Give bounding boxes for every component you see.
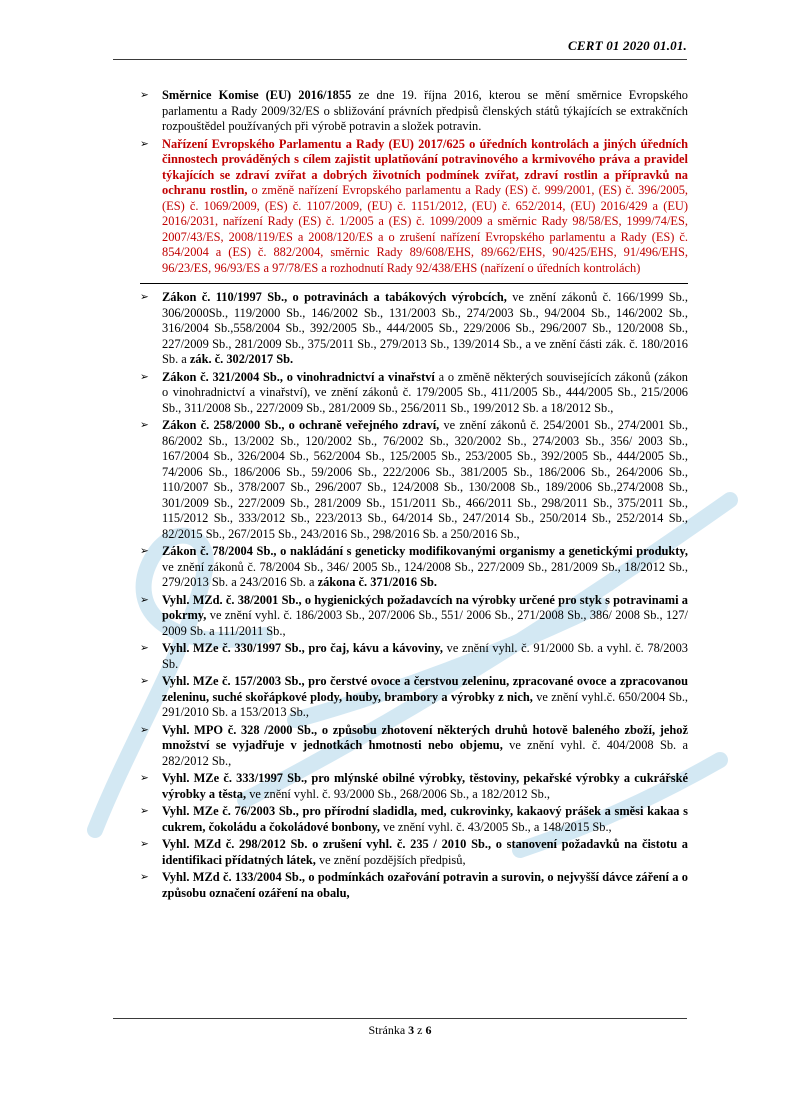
footer-word-page: Stránka (368, 1023, 409, 1037)
arrow-bullet-icon: ➢ (140, 642, 149, 654)
list-item-text: Zákon č. 321/2004 Sb., o vinohradnictví a vinařství a o změně některých souvisejících zákonů (zákon o vinohradnictví a vinařství), ve znění zákonů č. 179/2005 Sb., 411/2005 Sb., 444/2005 Sb., 215/2006 Sb., 311/2008 Sb., 227/2009 Sb., 281/2009 Sb., 256/2011 Sb., 199/2012 Sb. a 18/2012 Sb., (162, 369, 688, 415)
list-item-text: Vyhl. MPO č. 328 /2000 Sb., o způsobu zhotovení některých druhů hotově baleného zboží, jehož množství se vyjadřuje v jednotkách hmotnosti nebo objemu, ve znění vyhl. č. 404/2008 Sb. a 282/2012 Sb., (162, 722, 688, 768)
list-item (140, 723, 688, 770)
list-item (140, 771, 688, 802)
list-item (140, 88, 688, 135)
arrow-bullet-icon: ➢ (140, 419, 149, 431)
footer (113, 1018, 687, 1038)
list-item-text: Nařízení Evropského Parlamentu a Rady (EU) 2017/625 o úředních kontrolách a jiných úředních činnostech prováděných s cílem zajistit uplatňování potravinového a krmivového práva a pravidel týkajících se zdraví zvířat a dobrých životních podmínek zvířat, zdraví rostlin a přípravků na ochranu rostlin, o změně nařízení Evropského parlamentu a Rady (ES) č. 999/2001, (ES) č. 396/2005, (ES) č. 1069/2009, (ES) č. 1107/2009, (EU) č. 1151/2012, (EU) č. 652/2014, (EU) 2016/429 a (EU) 2016/2031, nařízení Rady (ES) č. 1/2005 a (ES) č. 1099/2009 a směrnic Rady 98/58/ES, 1999/74/ES, 2007/43/ES, 2008/119/ES a 2008/120/ES a o zrušení nařízení Evropského parlamentu a Rady (ES) č. 854/2004 a (ES) č. 882/2004, směrnic Rady 89/608/EHS, 89/662/EHS, 90/425/EHS, 91/496/EHS, 96/23/ES, 96/93/ES a 97/78/ES a rozhodnutí Rady 92/438/EHS (nařízení o úředních kontrolách) (162, 136, 688, 275)
arrow-bullet-icon: ➢ (140, 370, 149, 383)
doc-code: CERT 01 2020 01.01. (567, 38, 687, 53)
arrow-bullet-icon: ➢ (140, 805, 149, 817)
section-divider (140, 283, 688, 284)
arrow-bullet-icon: ➢ (140, 675, 149, 687)
list-item (140, 593, 688, 640)
list-item-text: Vyhl. MZe č. 157/2003 Sb., pro čerstvé ovoce a čerstvou zeleninu, zpracované ovoce a zpracovanou zeleninu, suché skořápkové plody, houby, brambory a výrobky z nich, ve znění vyhl.č. 650/2004 Sb., 291/2010 Sb. a 153/2013 Sb., (162, 674, 689, 719)
list-item-text: Zákon č. 110/1997 Sb., o potravinách a tabákových výrobcích, ve znění zákonů č. 166/1999 Sb., 306/2000Sb., 119/2000 Sb., 146/2002 Sb., 131/2003 Sb., 274/2003 Sb., 94/2004 Sb., 146/2002 Sb., 316/2004 Sb.,558/2004 Sb., 392/2005 Sb., 444/2005 Sb., 229/2006 Sb., 296/2007 Sb., 120/2008 Sb., 227/2009 Sb., 281/2009 Sb., 375/2011 Sb., 279/2013 Sb., 139/2014 Sb., a ve znění části zák. č. 180/2016 Sb. a zák. č. 302/2017 Sb. (162, 290, 688, 366)
list-item-text: Vyhl. MZe č. 333/1997 Sb., pro mlýnské obilné výrobky, těstoviny, pekařské výrobky a cukrářské výrobky a těsta, ve znění vyhl. č. 93/2000 Sb., 268/2006 Sb., a 182/2012 Sb., (162, 771, 688, 801)
arrow-bullet-icon: ➢ (140, 593, 149, 606)
list-item (140, 641, 688, 672)
footer-word-of: z (414, 1023, 426, 1037)
footer-page-number: 3 (408, 1023, 415, 1037)
header (113, 38, 687, 60)
list-item-text: Směrnice Komise (EU) 2016/1855 ze dne 19. října 2016, kterou se mění směrnice Evropského parlamentu a Rady 2009/32/ES o sbližování právních předpisů členských států týkajících se extrakčních rozpouštědel používaných při výrobě potravin a složek potravin. (162, 88, 688, 133)
list-item-text: Vyhl. MZd č. 298/2012 Sb. o zrušení vyhl. č. 235 / 2010 Sb., o stanovení požadavků na čistotu a identifikaci přídatných látek, ve znění pozdějších předpisů, (162, 837, 688, 867)
list-item (140, 544, 688, 591)
list-item-text: Vyhl. MZd č. 133/2004 Sb., o podmínkách ozařování potravin a surovin, o nejvyšší dávce záření a o způsobu označení ozáření na obalu, (162, 870, 688, 900)
list-item (140, 370, 688, 417)
list-item-text: Vyhl. MZe č. 330/1997 Sb., pro čaj, kávu a kávoviny, ve znění vyhl. č. 91/2000 Sb. a vyhl. č. 78/2003 Sb. (162, 641, 689, 671)
list-item (140, 137, 688, 277)
list-item-text: Zákon č. 78/2004 Sb., o nakládání s geneticky modifikovanými organismy a genetickými produkty, ve znění zákonů č. 78/2004 Sb., 346/ 2005 Sb., 124/2008 Sb., 227/2009 Sb., 281/2009 Sb., 18/2012 Sb., 279/2013 Sb. a 243/2016 Sb. a zákona č. 371/2016 Sb. (162, 544, 688, 589)
legal-list (140, 88, 688, 903)
list-item-text: Vyhl. MZd. č. 38/2001 Sb., o hygienických požadavcích na výrobky určené pro styk s potravinami a pokrmy, ve znění vyhl. č. 186/2003 Sb., 207/2006 Sb., 551/ 2006 Sb., 271/2008 Sb., 386/ 2008 Sb., 127/ 2009 Sb. a 111/2011 Sb., (162, 592, 688, 638)
list-item (140, 418, 688, 542)
arrow-bullet-icon: ➢ (140, 291, 149, 303)
list-item (140, 674, 688, 721)
list-item (140, 804, 688, 835)
list-item (140, 837, 688, 868)
list-item (140, 290, 688, 368)
arrow-bullet-icon: ➢ (140, 89, 149, 101)
footer-total-pages: 6 (425, 1023, 432, 1037)
arrow-bullet-icon: ➢ (140, 838, 149, 850)
arrow-bullet-icon: ➢ (140, 723, 149, 736)
arrow-bullet-icon: ➢ (140, 772, 149, 784)
arrow-bullet-icon: ➢ (140, 137, 149, 150)
arrow-bullet-icon: ➢ (140, 545, 149, 557)
list-item (140, 870, 688, 901)
arrow-bullet-icon: ➢ (140, 871, 149, 883)
list-item-text: Vyhl. MZe č. 76/2003 Sb., pro přírodní sladidla, med, cukrovinky, kakaový prášek a směsi kakaa s cukrem, čokoládu a čokoládové bonbony, ve znění vyhl. č. 43/2005 Sb., a 148/2015 Sb., (162, 804, 688, 834)
list-item-text: Zákon č. 258/2000 Sb., o ochraně veřejného zdraví, ve znění zákonů č. 254/2001 Sb., 274/2001 Sb., 86/2002 Sb., 13/2002 Sb., 120/2002 Sb., 76/2002 Sb., 320/2002 Sb., 274/2003 Sb., 356/ 2003 Sb., 167/2004 Sb., 326/2004 Sb., 562/2004 Sb., 125/2005 Sb., 253/2005 Sb., 392/2005 Sb., 444/2005 Sb., 74/2006 Sb., 186/2006 Sb., 59/2006 Sb., 222/2006 Sb., 381/2005 Sb., 186/2006 Sb., 264/2006 Sb., 110/2007 Sb., 378/2007 Sb., 296/2007 Sb., 124/2008 Sb., 130/2008 Sb., 189/2006 Sb.,274/2008 Sb., 301/2009 Sb., 227/2009 Sb., 281/2009 Sb., 151/2011 Sb., 466/2011 Sb., 298/2011 Sb., 375/2011 Sb., 115/2012 Sb., 333/2012 Sb., 223/2013 Sb., 64/2014 Sb., 247/2014 Sb., 250/2014 Sb., 252/2014 Sb., 82/2015 Sb., 267/2015 Sb., 243/2016 Sb., 298/2016 Sb. a 250/2016 Sb., (162, 418, 688, 541)
